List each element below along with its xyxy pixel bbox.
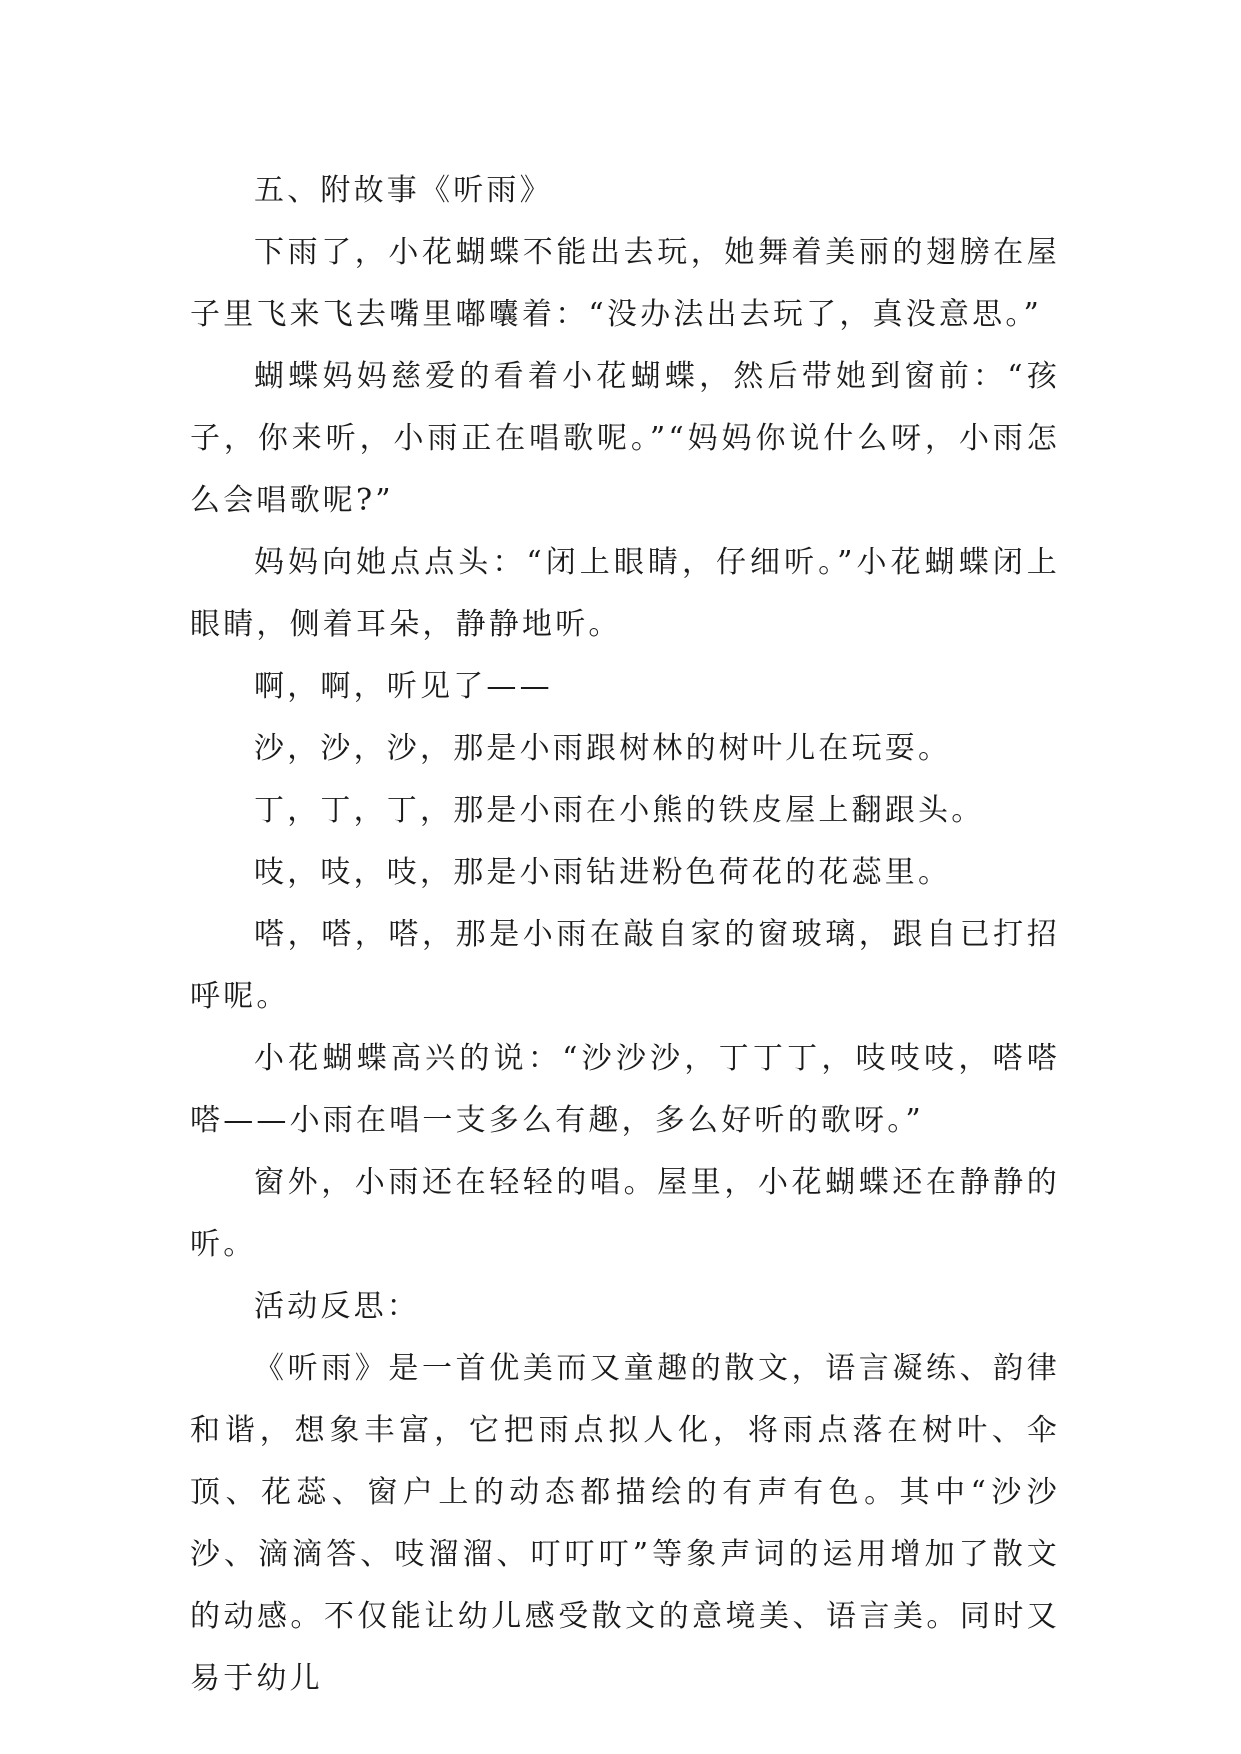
story-paragraph: 啊，啊，听见了—— bbox=[254, 669, 553, 704]
story-paragraph: 小花蝴蝶高兴的说：“沙沙沙，丁丁丁，吱吱吱，嗒嗒嗒——小雨在唱一支多么有趣，多么好听的歌呀。” bbox=[190, 1041, 1060, 1138]
story-paragraph: 下雨了，小花蝴蝶不能出去玩，她舞着美丽的翅膀在屋子里飞来飞去嘴里嘟囔着：“没办法出去玩了，真没意思。” bbox=[190, 235, 1060, 332]
story-paragraph: 沙，沙，沙，那是小雨跟树林的树叶儿在玩耍。 bbox=[254, 731, 952, 766]
reflection-heading: 活动反思： bbox=[254, 1289, 420, 1324]
story-paragraph: 妈妈向她点点头：“闭上眼睛，仔细听。”小花蝴蝶闭上眼睛，侧着耳朵，静静地听。 bbox=[190, 545, 1060, 642]
section-heading: 五、附故事《听雨》 bbox=[254, 173, 553, 208]
story-paragraph: 嗒，嗒，嗒，那是小雨在敲自家的窗玻璃，跟自已打招呼呢。 bbox=[190, 917, 1060, 1014]
reflection-paragraph: 《听雨》是一首优美而又童趣的散文，语言凝练、韵律和谐，想象丰富，它把雨点拟人化，将雨点落在树叶、伞顶、花蕊、窗户上的动态都描绘的有声有色。其中“沙沙沙、滴滴答、吱溜溜、叮叮叮”等象声词的运用增加了散文的动感。不仅能让幼儿感受散文的意境美、语言美。同时又易于幼儿 bbox=[190, 1351, 1060, 1696]
story-paragraph: 丁，丁，丁，那是小雨在小熊的铁皮屋上翻跟头。 bbox=[254, 793, 985, 828]
story-paragraph: 窗外，小雨还在轻轻的唱。屋里，小花蝴蝶还在静静的听。 bbox=[190, 1165, 1060, 1262]
story-paragraph: 蝴蝶妈妈慈爱的看着小花蝴蝶，然后带她到窗前：“孩子，你来听，小雨正在唱歌呢。”“妈妈你说什么呀，小雨怎么会唱歌呢?” bbox=[190, 359, 1060, 518]
document-body bbox=[190, 160, 1060, 1710]
story-paragraph: 吱，吱，吱，那是小雨钻进粉色荷花的花蕊里。 bbox=[254, 855, 952, 890]
